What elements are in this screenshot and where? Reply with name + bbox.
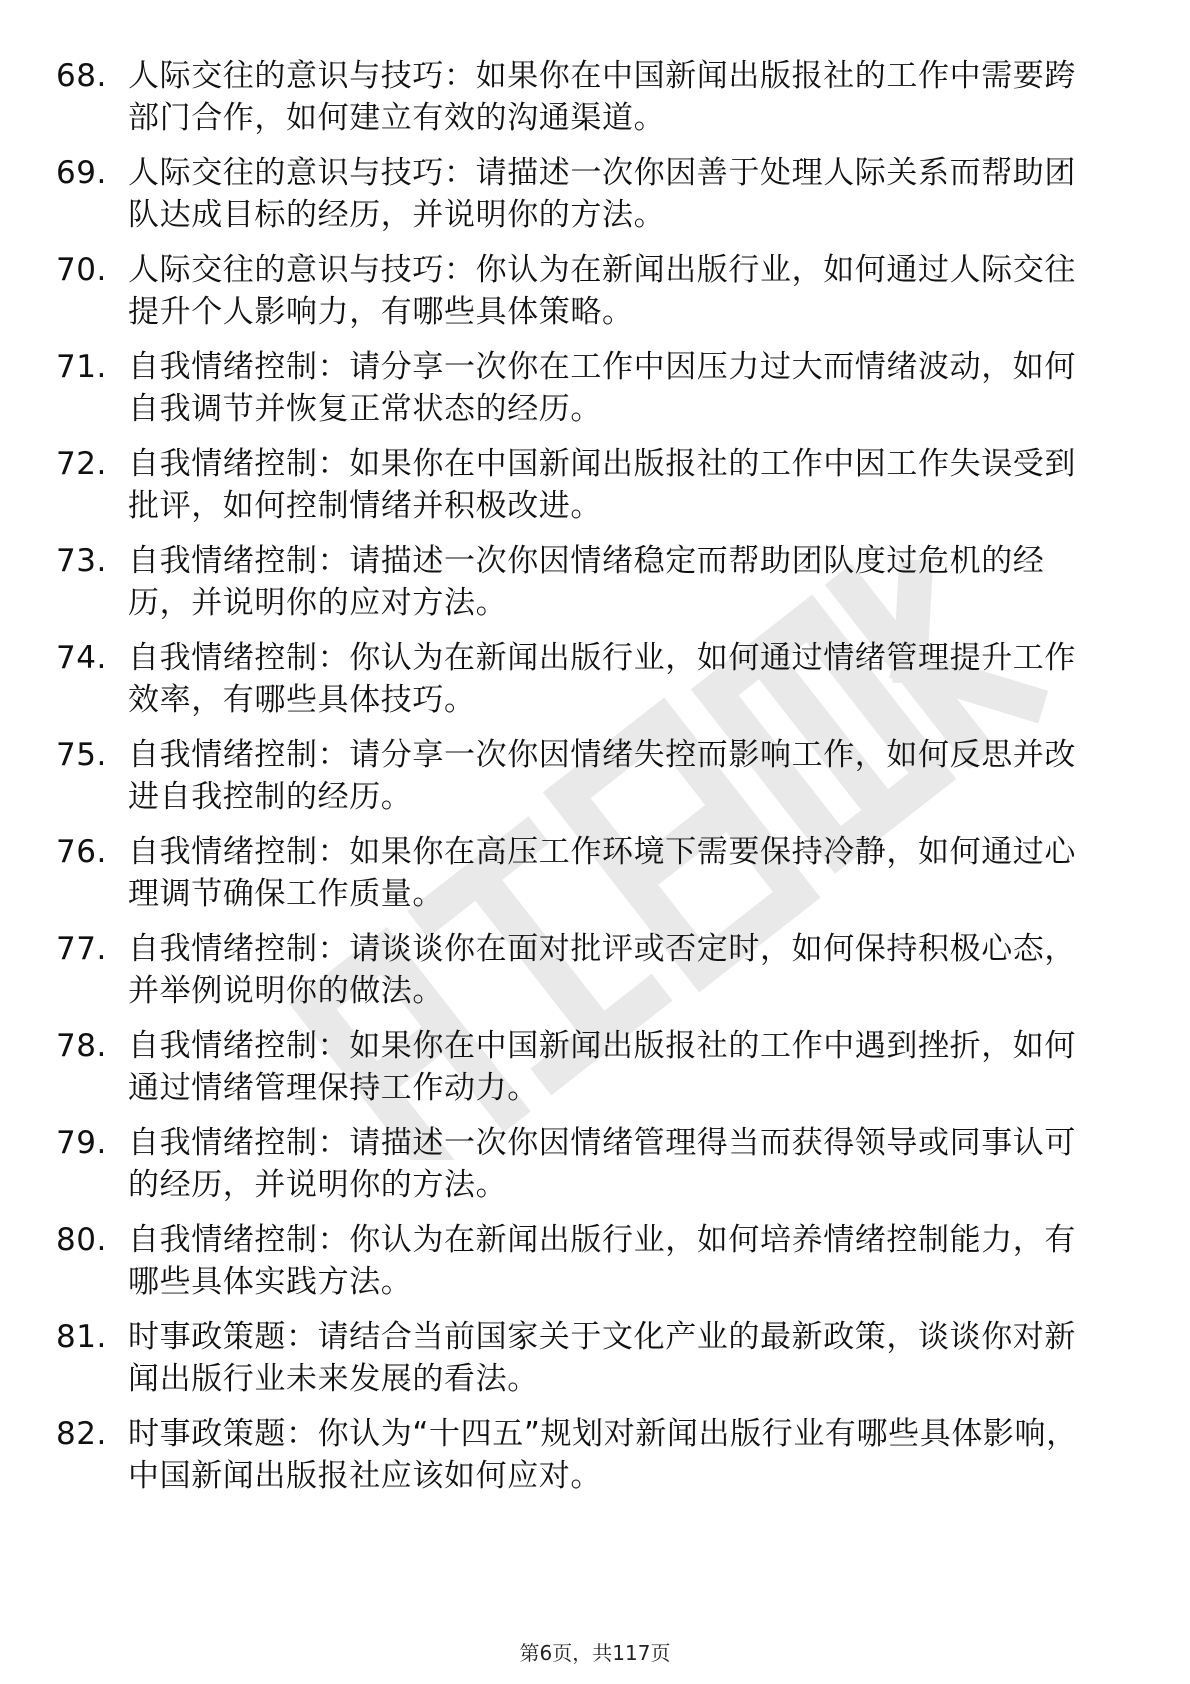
question-number: 75. <box>56 737 107 773</box>
question-number: 82. <box>56 1416 107 1452</box>
question-text: 自我情绪控制：你认为在新闻出版行业，如何培养情绪控制能力，有哪些具体实践方法。 <box>128 1222 1076 1300</box>
question-number: 73. <box>56 543 107 579</box>
list-item <box>0 443 1190 540</box>
question-number: 71. <box>56 349 107 385</box>
list-item <box>0 928 1190 1025</box>
list-item <box>0 55 1190 152</box>
question-number: 70. <box>56 252 107 288</box>
question-text: 人际交往的意识与技巧：如果你在中国新闻出版报社的工作中需要跨部门合作，如何建立有效的沟通渠道。 <box>128 58 1076 136</box>
list-item <box>0 1219 1190 1316</box>
question-number: 81. <box>56 1319 107 1355</box>
list-item <box>0 249 1190 346</box>
question-text: 自我情绪控制：如果你在中国新闻出版报社的工作中遇到挫折，如何通过情绪管理保持工作动力。 <box>128 1028 1076 1106</box>
question-text: 自我情绪控制：如果你在中国新闻出版报社的工作中因工作失误受到批评，如何控制情绪并积极改进。 <box>128 446 1076 524</box>
question-text: 时事政策题：你认为“十四五”规划对新闻出版行业有哪些具体影响，中国新闻出版报社应该如何应对。 <box>128 1416 1078 1494</box>
question-text: 自我情绪控制：请描述一次你因情绪稳定而帮助团队度过危机的经历，并说明你的应对方法。 <box>128 543 1045 621</box>
list-item <box>0 152 1190 249</box>
question-text: 人际交往的意识与技巧：你认为在新闻出版行业，如何通过人际交往提升个人影响力，有哪些具体策略。 <box>128 252 1076 330</box>
question-number: 79. <box>56 1125 107 1161</box>
question-text: 自我情绪控制：如果你在高压工作环境下需要保持冷静，如何通过心理调节确保工作质量。 <box>128 834 1076 912</box>
question-number: 68. <box>56 58 107 94</box>
question-text: 人际交往的意识与技巧：请描述一次你因善于处理人际关系而帮助团队达成目标的经历，并说明你的方法。 <box>128 155 1076 233</box>
question-number: 76. <box>56 834 107 870</box>
list-item <box>0 1316 1190 1413</box>
question-number: 74. <box>56 640 107 676</box>
question-number: 69. <box>56 155 107 191</box>
question-text: 时事政策题：请结合当前国家关于文化产业的最新政策，谈谈你对新闻出版行业未来发展的看法。 <box>128 1319 1076 1397</box>
list-item <box>0 346 1190 443</box>
question-list <box>0 55 1190 1510</box>
question-number: 80. <box>56 1222 107 1258</box>
list-item <box>0 1122 1190 1219</box>
list-item <box>0 734 1190 831</box>
question-number: 77. <box>56 931 107 967</box>
list-item <box>0 1025 1190 1122</box>
question-text: 自我情绪控制：请描述一次你因情绪管理得当而获得领导或同事认可的经历，并说明你的方法。 <box>128 1125 1076 1203</box>
list-item <box>0 831 1190 928</box>
list-item <box>0 540 1190 637</box>
question-number: 72. <box>56 446 107 482</box>
list-item <box>0 1413 1190 1510</box>
question-number: 78. <box>56 1028 107 1064</box>
question-text: 自我情绪控制：请分享一次你因情绪失控而影响工作，如何反思并改进自我控制的经历。 <box>128 737 1076 815</box>
page-footer: 第6页，共117页 <box>519 1641 671 1665</box>
question-text: 自我情绪控制：请分享一次你在工作中因压力过大而情绪波动，如何自我调节并恢复正常状态的经历。 <box>128 349 1076 427</box>
question-text: 自我情绪控制：你认为在新闻出版行业，如何通过情绪管理提升工作效率，有哪些具体技巧。 <box>128 640 1076 718</box>
question-text: 自我情绪控制：请谈谈你在面对批评或否定时，如何保持积极心态，并举例说明你的做法。 <box>128 931 1076 1009</box>
list-item <box>0 637 1190 734</box>
